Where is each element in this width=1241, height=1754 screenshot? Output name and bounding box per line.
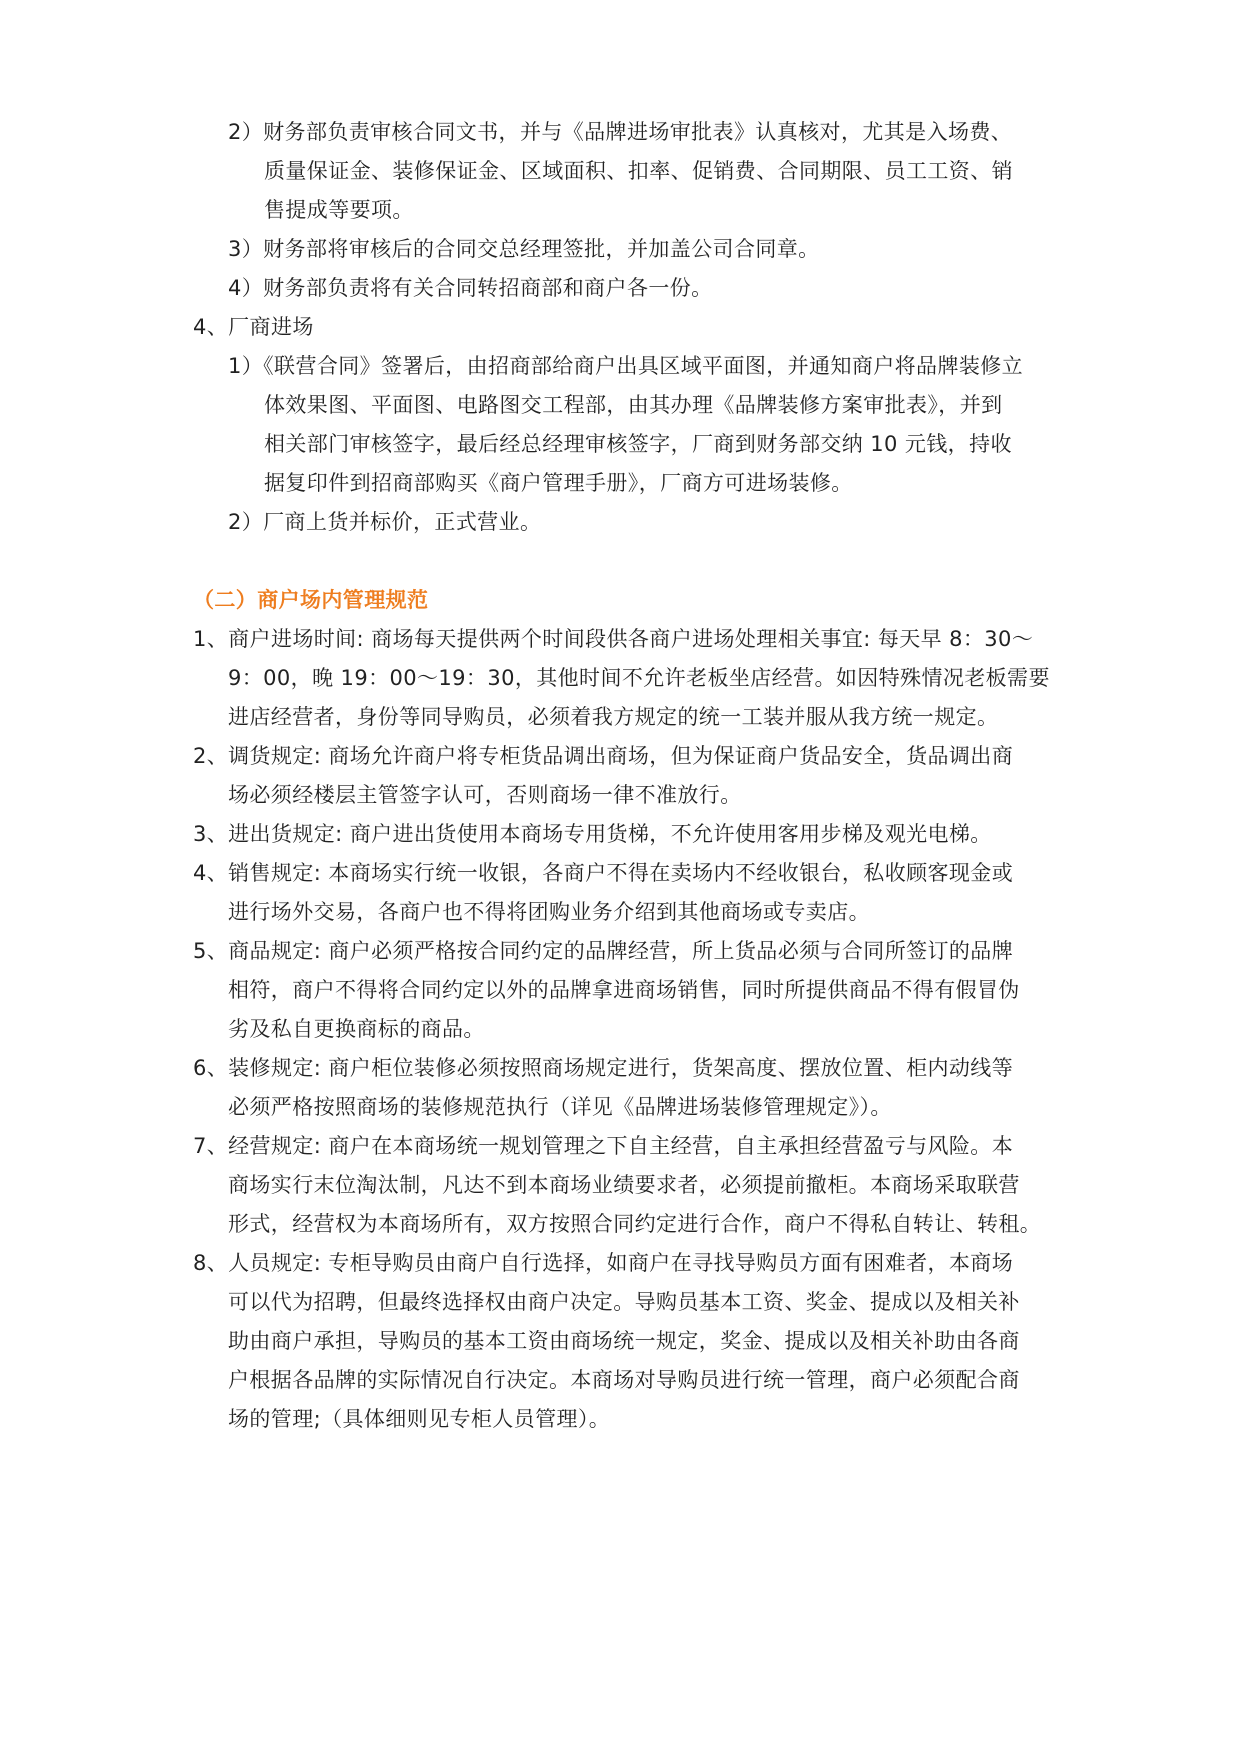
paragraph-line: 9：00，晚 19：00～19：30，其他时间不允许老板坐店经营。如因特殊情况老板需要 [228,666,1050,690]
paragraph-line: 进店经营者，身份等同导购员，必须着我方规定的统一工装并服从我方统一规定。 [228,705,999,729]
paragraph-line: 形式，经营权为本商场所有，双方按照合同约定进行合作，商户不得私自转让、转租。 [228,1212,1042,1236]
paragraph-line: 体效果图、平面图、电路图交工程部，由其办理《品牌装修方案审批表》，并到 [264,393,1003,417]
paragraph-line: 2、调货规定: 商场允许商户将专柜货品调出商场，但为保证商户货品安全，货品调出商 [193,744,1014,768]
paragraph-line: 助由商户承担，导购员的基本工资由商场统一规定，奖金、提成以及相关补助由各商 [228,1329,1020,1353]
paragraph-line: 相关部门审核签字，最后经总经理审核签字，厂商到财务部交纳 10 元钱，持收 [264,432,1012,456]
paragraph-line: 5、商品规定: 商户必须严格按合同约定的品牌经营，所上货品必须与合同所签订的品牌 [193,939,1014,963]
paragraph-line: 可以代为招聘，但最终选择权由商户决定。导购员基本工资、奖金、提成以及相关补 [228,1290,1020,1314]
paragraph-line: 3）财务部将审核后的合同交总经理签批，并加盖公司合同章。 [228,237,820,261]
paragraph-line: 场的管理;（具体细则见专柜人员管理）。 [228,1407,611,1431]
paragraph-line: 商场实行末位淘汰制，凡达不到本商场业绩要求者，必须提前撤柜。本商场采取联营 [228,1173,1020,1197]
paragraph-line: 1、商户进场时间: 商场每天提供两个时间段供各商户进场处理相关事宜: 每天早 8：30～ [193,627,1034,651]
paragraph-line: 4、销售规定: 本商场实行统一收银，各商户不得在卖场内不经收银台，私收顾客现金或 [193,861,1014,885]
paragraph-line: 劣及私自更换商标的商品。 [228,1017,485,1041]
paragraph-line: 8、人员规定: 专柜导购员由商户自行选择，如商户在寻找导购员方面有困难者，本商场 [193,1251,1014,1275]
paragraph-line: 必须严格按照商场的装修规范执行（详见《品牌进场装修管理规定》）。 [228,1095,892,1119]
paragraph-line: 2）财务部负责审核合同文书，并与《品牌进场审批表》认真核对，尤其是入场费、 [228,120,1013,144]
paragraph-line: 4）财务部负责将有关合同转招商部和商户各一份。 [228,276,713,300]
paragraph-line: 相符，商户不得将合同约定以外的品牌拿进商场销售，同时所提供商品不得有假冒伪 [228,978,1020,1002]
paragraph-line: 场必须经楼层主管签字认可，否则商场一律不准放行。 [228,783,742,807]
paragraph-line: 质量保证金、装修保证金、区域面积、扣率、促销费、合同期限、员工工资、销 [264,159,1013,183]
paragraph-line: 据复印件到招商部购买《商户管理手册》，厂商方可进场装修。 [264,471,853,495]
section-heading: （二）商户场内管理规范 [193,588,429,612]
paragraph-line: 1）《联营合同》签署后，由招商部给商户出具区域平面图，并通知商户将品牌装修立 [228,354,1024,378]
paragraph-line: 进行场外交易，各商户也不得将团购业务介绍到其他商场或专卖店。 [228,900,870,924]
paragraph-line: 6、装修规定: 商户柜位装修必须按照商场规定进行，货架高度、摆放位置、柜内动线等 [193,1056,1014,1080]
paragraph-line: 2）厂商上货并标价，正式营业。 [228,510,542,534]
sub-heading: 4、厂商进场 [193,315,314,339]
paragraph-line: 售提成等要项。 [264,198,414,222]
paragraph-line: 户根据各品牌的实际情况自行决定。本商场对导购员进行统一管理，商户必须配合商 [228,1368,1020,1392]
paragraph-line: 3、进出货规定: 商户进出货使用本商场专用货梯，不允许使用客用步梯及观光电梯。 [193,822,992,846]
paragraph-line: 7、经营规定: 商户在本商场统一规划管理之下自主经营，自主承担经营盈亏与风险。本 [193,1134,1014,1158]
